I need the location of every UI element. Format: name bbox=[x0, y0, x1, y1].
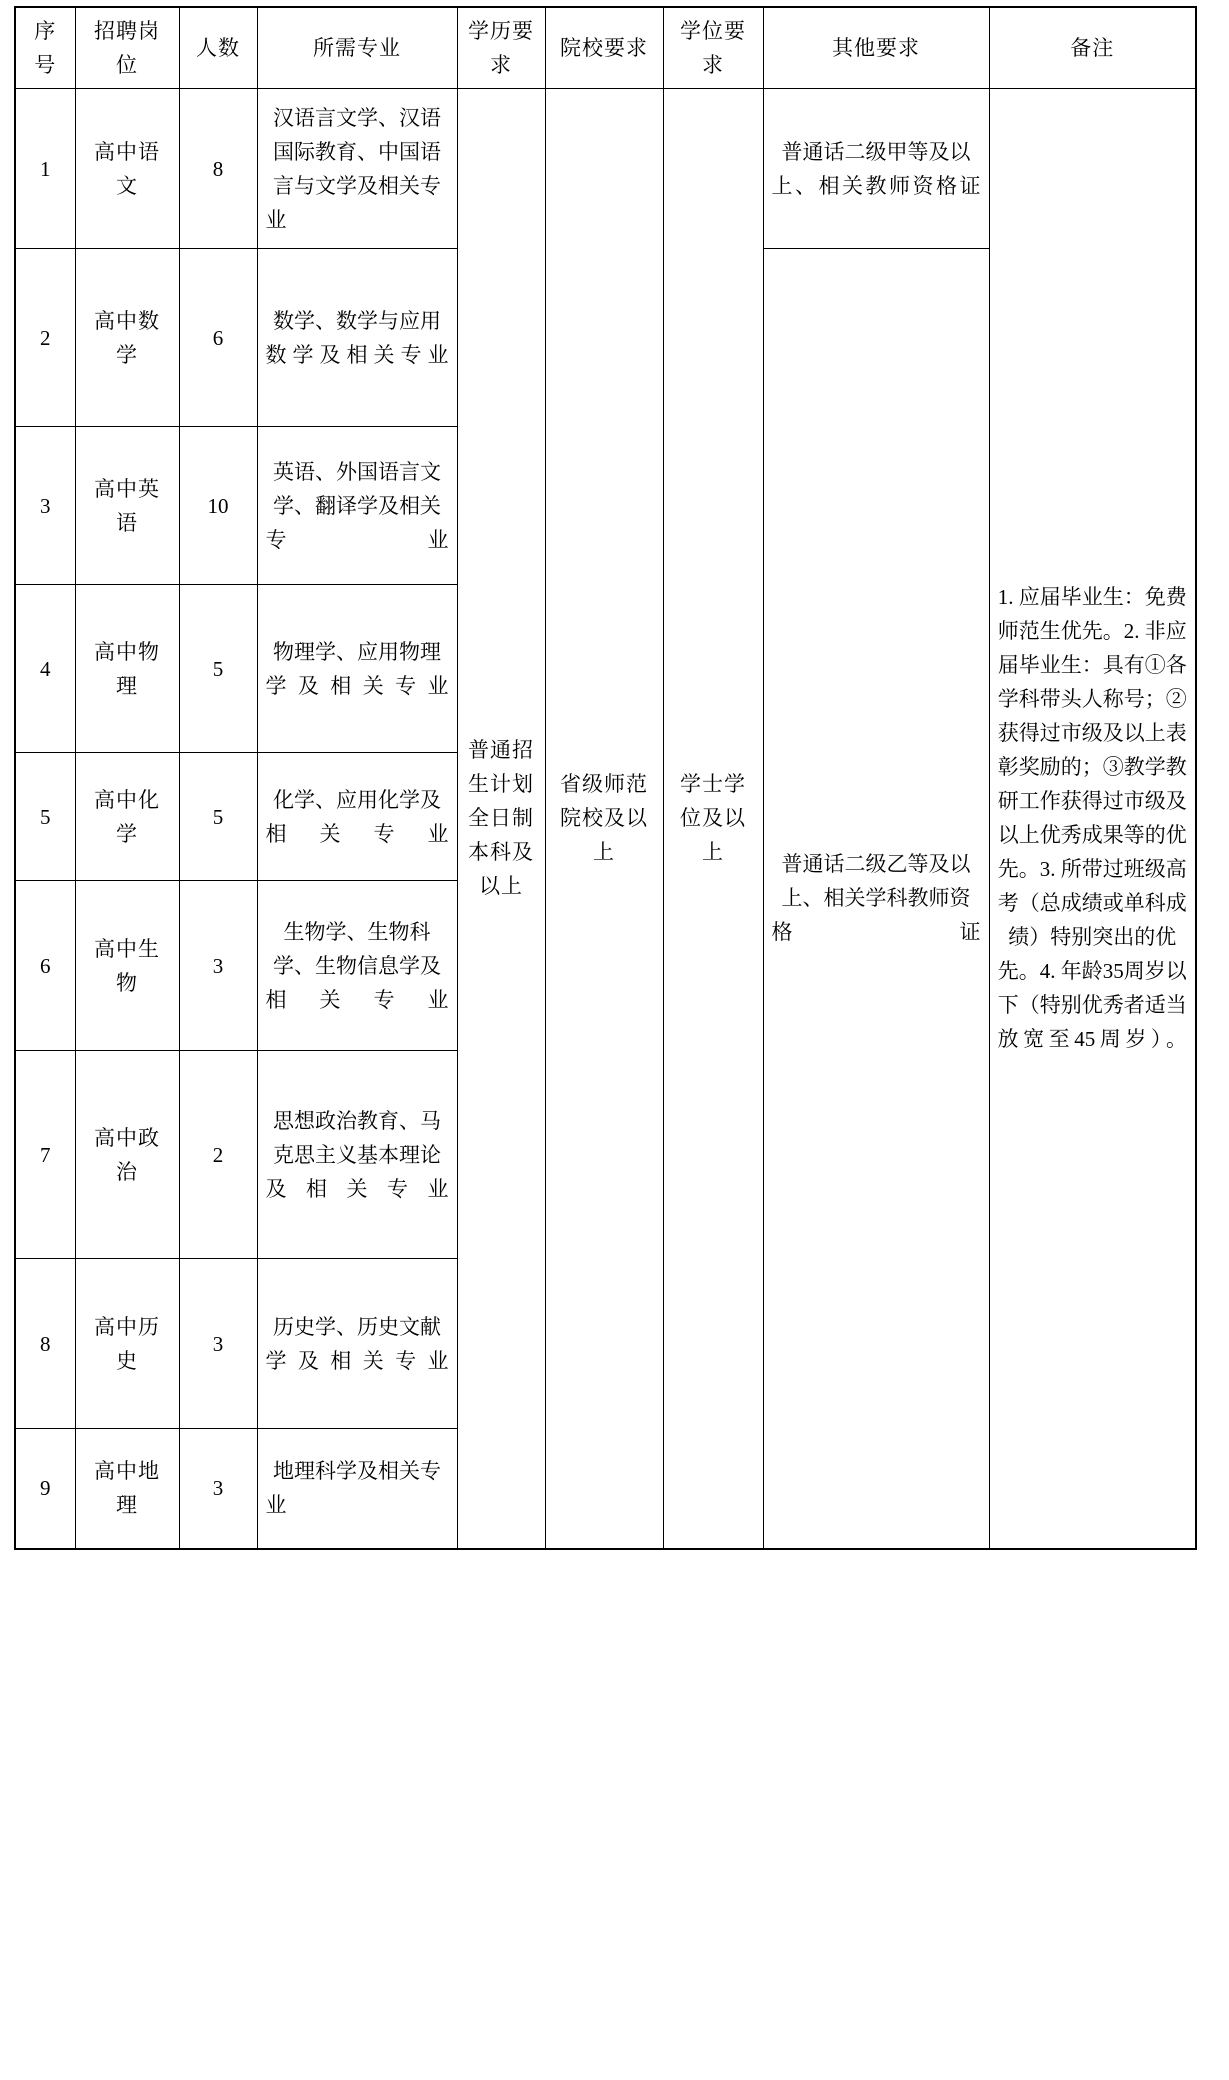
cell-major: 思想政治教育、马克思主义基本理论及相关专业 bbox=[257, 1051, 457, 1259]
cell-count: 6 bbox=[179, 249, 257, 427]
cell-index: 6 bbox=[15, 881, 75, 1051]
cell-count: 3 bbox=[179, 881, 257, 1051]
column-header-post: 招聘岗位 bbox=[75, 7, 179, 89]
cell-post: 高中英语 bbox=[75, 427, 179, 585]
cell-index: 2 bbox=[15, 249, 75, 427]
cell-count: 5 bbox=[179, 753, 257, 881]
cell-index: 4 bbox=[15, 585, 75, 753]
table-header bbox=[15, 7, 1196, 89]
cell-other-requirement-rest: 普通话二级乙等及以上、相关学科教师资格证 bbox=[763, 249, 989, 1549]
column-header-index: 序号 bbox=[15, 7, 75, 89]
cell-major: 物理学、应用物理学及相关专业 bbox=[257, 585, 457, 753]
cell-school-requirement: 省级师范院校及以上 bbox=[545, 89, 663, 1549]
cell-post: 高中历史 bbox=[75, 1259, 179, 1429]
cell-major: 化学、应用化学及相关专业 bbox=[257, 753, 457, 881]
header-row bbox=[15, 7, 1196, 89]
cell-major: 地理科学及相关专业 bbox=[257, 1429, 457, 1549]
cell-index: 5 bbox=[15, 753, 75, 881]
cell-post: 高中语文 bbox=[75, 89, 179, 249]
cell-index: 8 bbox=[15, 1259, 75, 1429]
cell-remark: 1. 应届毕业生：免费师范生优先。2. 非应届毕业生：具有①各学科带头人称号；②获得过市级及以上表彰奖励的；③教学教研工作获得过市级及以上优秀成果等的优先。3. 所带过班级高考（总成绩或单科成绩）特别突出的优先。4. 年龄35周岁以下（特别优秀者适当放宽至45周岁）。 bbox=[989, 89, 1196, 1549]
document-page bbox=[0, 6, 1229, 2080]
cell-count: 3 bbox=[179, 1429, 257, 1549]
cell-count: 2 bbox=[179, 1051, 257, 1259]
cell-index: 3 bbox=[15, 427, 75, 585]
cell-index: 1 bbox=[15, 89, 75, 249]
cell-post: 高中数学 bbox=[75, 249, 179, 427]
cell-index: 7 bbox=[15, 1051, 75, 1259]
column-header-education: 学历要求 bbox=[457, 7, 545, 89]
cell-index: 9 bbox=[15, 1429, 75, 1549]
cell-education-requirement: 普通招生计划全日制本科及以上 bbox=[457, 89, 545, 1549]
cell-major: 生物学、生物科学、生物信息学及相关专业 bbox=[257, 881, 457, 1051]
cell-post: 高中地理 bbox=[75, 1429, 179, 1549]
cell-count: 10 bbox=[179, 427, 257, 585]
cell-post: 高中物理 bbox=[75, 585, 179, 753]
cell-count: 3 bbox=[179, 1259, 257, 1429]
cell-other-requirement-first: 普通话二级甲等及以上、相关教师资格证 bbox=[763, 89, 989, 249]
column-header-other: 其他要求 bbox=[763, 7, 989, 89]
cell-major: 历史学、历史文献学及相关专业 bbox=[257, 1259, 457, 1429]
column-header-remark: 备注 bbox=[989, 7, 1196, 89]
column-header-degree: 学位要求 bbox=[663, 7, 763, 89]
recruitment-table bbox=[14, 6, 1197, 1550]
cell-post: 高中生物 bbox=[75, 881, 179, 1051]
cell-count: 5 bbox=[179, 585, 257, 753]
column-header-school: 院校要求 bbox=[545, 7, 663, 89]
cell-major: 英语、外国语言文学、翻译学及相关专业 bbox=[257, 427, 457, 585]
cell-major: 数学、数学与应用数学及相关专业 bbox=[257, 249, 457, 427]
cell-post: 高中化学 bbox=[75, 753, 179, 881]
column-header-major: 所需专业 bbox=[257, 7, 457, 89]
cell-count: 8 bbox=[179, 89, 257, 249]
cell-major: 汉语言文学、汉语国际教育、中国语言与文学及相关专业 bbox=[257, 89, 457, 249]
cell-post: 高中政治 bbox=[75, 1051, 179, 1259]
table-row bbox=[15, 89, 1196, 249]
cell-degree-requirement: 学士学位及以上 bbox=[663, 89, 763, 1549]
column-header-count: 人数 bbox=[179, 7, 257, 89]
table-body bbox=[15, 89, 1196, 1549]
